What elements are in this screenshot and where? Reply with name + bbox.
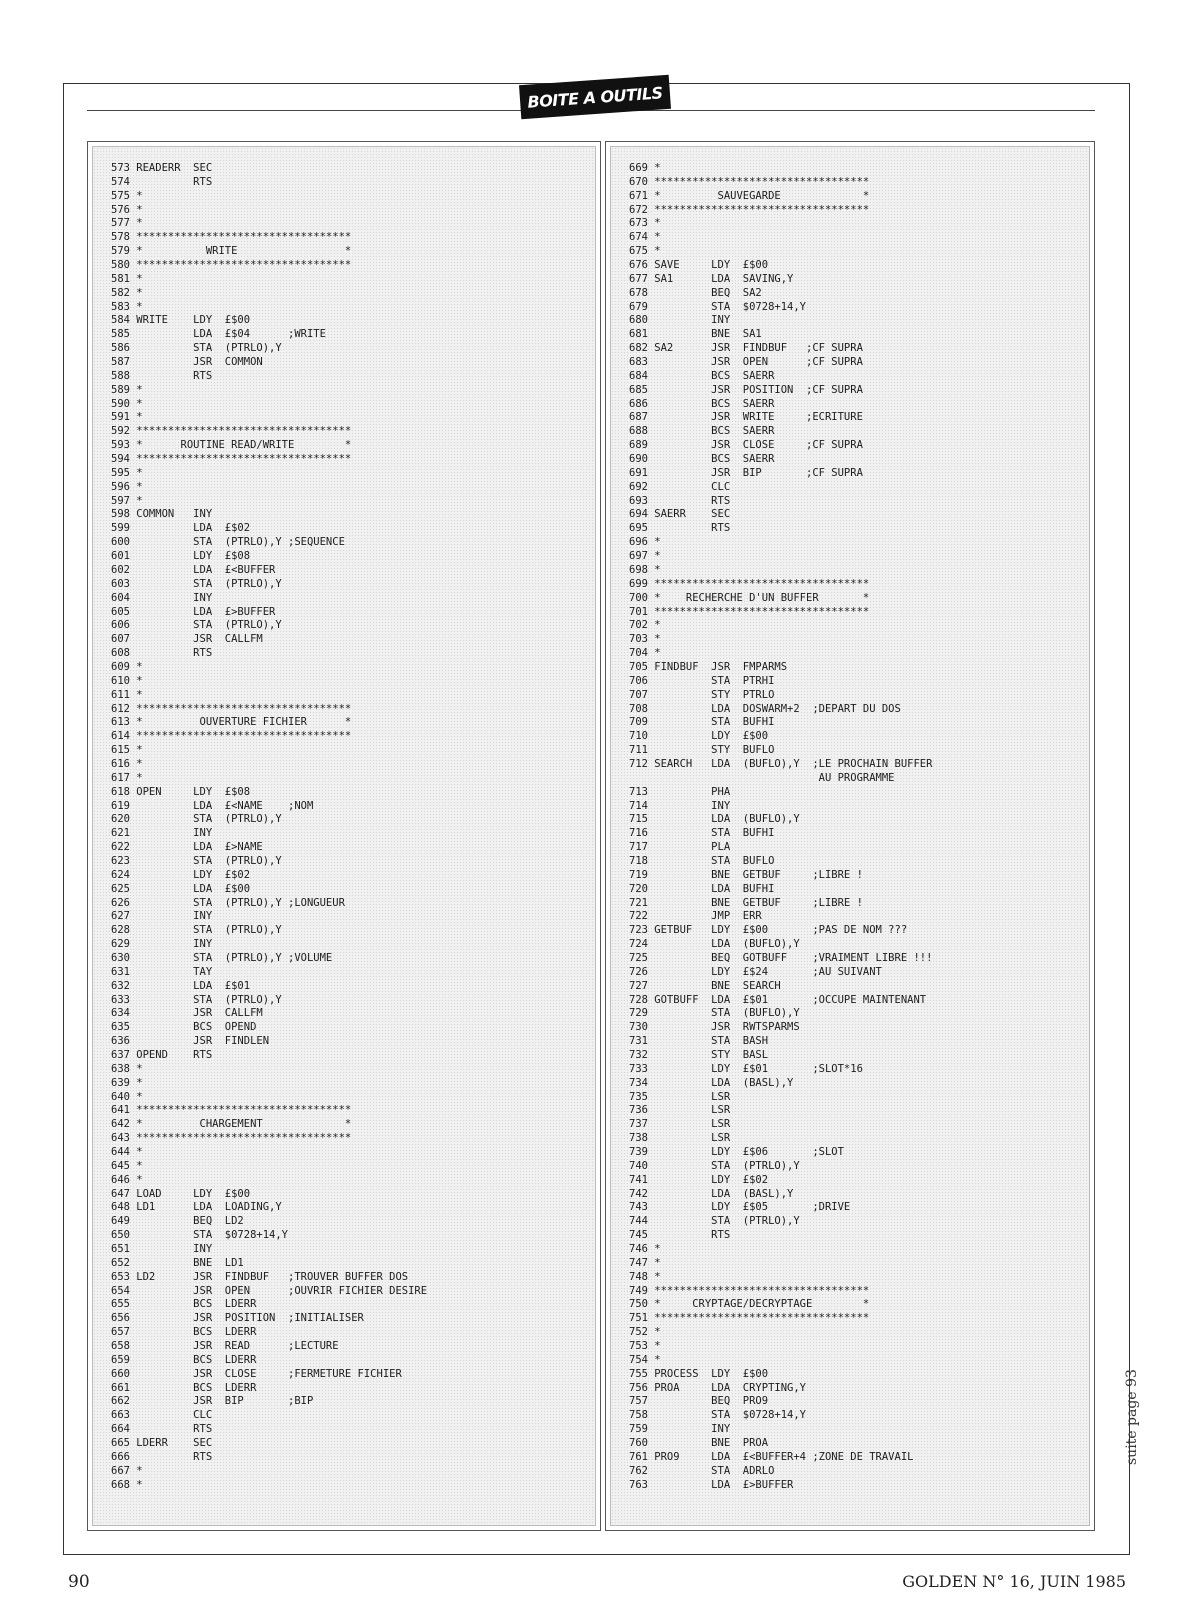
code-line: 645 * [111, 1159, 143, 1172]
code-line: 737 LSR [629, 1118, 731, 1131]
code-line: 600 STA (PTRLO),Y ;SEQUENCE [111, 536, 345, 549]
code-line: 755 PROCESS LDY £$00 [629, 1367, 769, 1380]
code-line: 722 JMP ERR [629, 910, 762, 923]
code-line: 659 BCS LDERR [111, 1353, 257, 1366]
code-line: 604 INY [111, 591, 213, 604]
code-line: 612 ********************************** [111, 702, 352, 715]
code-line: 633 STA (PTRLO),Y [111, 993, 282, 1006]
code-line: 596 * [111, 480, 143, 493]
code-line: 760 BNE PROA [629, 1437, 769, 1450]
code-line: 609 * [111, 660, 143, 673]
code-line: 619 LDA £<NAME ;NOM [111, 799, 314, 812]
code-line: 575 * [111, 189, 143, 202]
code-line: 741 LDY £$02 [629, 1173, 769, 1186]
code-line: 662 JSR BIP ;BIP [111, 1395, 314, 1408]
code-line: 746 * [629, 1243, 661, 1256]
code-line: 694 SAERR SEC [629, 508, 731, 521]
code-line: 712 SEARCH LDA (BUFLO),Y ;LE PROCHAIN BUFFER [629, 757, 933, 770]
code-line: 697 * [629, 550, 661, 563]
code-line: 649 BEQ LD2 [111, 1215, 244, 1228]
code-line: 732 STY BASL [629, 1049, 769, 1061]
code-line: 630 STA (PTRLO),Y ;VOLUME [111, 951, 333, 964]
code-line: 599 LDA £$02 [111, 522, 251, 535]
code-line: 700 * RECHERCHE D'UN BUFFER * [629, 591, 870, 604]
code-line: 704 * [629, 647, 661, 660]
listing-panel-left-background [92, 146, 596, 1526]
code-line: 748 * [629, 1270, 661, 1283]
code-line: 643 ********************************** [111, 1132, 352, 1145]
code-line: 639 * [111, 1076, 143, 1089]
code-line: 756 PROA LDA CRYPTING,Y [629, 1381, 807, 1394]
code-line: 660 JSR CLOSE ;FERMETURE FICHIER [111, 1367, 402, 1380]
page-number: 90 [68, 1572, 90, 1592]
code-line: 744 STA (PTRLO),Y [629, 1215, 800, 1228]
code-line: 573 READERR SEC [111, 162, 213, 174]
code-line: 664 RTS [111, 1423, 213, 1436]
code-line: 759 INY [629, 1423, 731, 1436]
code-line: 703 * [629, 633, 661, 646]
code-line: 589 * [111, 383, 143, 396]
code-listing-right [629, 162, 932, 1493]
code-line: 698 * [629, 563, 661, 576]
code-line: 576 * [111, 203, 143, 216]
code-line: 638 * [111, 1062, 143, 1075]
code-line: 762 STA ADRLO [629, 1464, 775, 1477]
code-line: 730 JSR RWTSPARMS [629, 1021, 800, 1034]
code-line: 640 * [111, 1090, 143, 1103]
code-line: 601 LDY £$08 [111, 550, 251, 563]
code-line: 578 ********************************** [111, 231, 352, 244]
code-line: 740 STA (PTRLO),Y [629, 1159, 800, 1172]
code-line: 591 * [111, 411, 143, 424]
code-line: 721 BNE GETBUF ;LIBRE ! [629, 896, 863, 909]
code-line: 621 INY [111, 827, 213, 840]
code-line: 676 SAVE LDY £$00 [629, 259, 769, 272]
code-line: 696 * [629, 536, 661, 549]
code-line: 617 * [111, 771, 143, 784]
code-line: 763 LDA £>BUFFER [629, 1478, 794, 1491]
code-line: AU PROGRAMME [629, 771, 895, 784]
code-line: 750 * CRYPTAGE/DECRYPTAGE * [629, 1298, 870, 1311]
code-line: 726 LDY £$24 ;AU SUIVANT [629, 965, 882, 978]
code-line: 597 * [111, 494, 143, 507]
code-line: 582 * [111, 286, 143, 299]
code-line: 653 LD2 JSR FINDBUF ;TROUVER BUFFER DOS [111, 1270, 409, 1283]
code-line: 647 LOAD LDY £$00 [111, 1187, 251, 1200]
code-line: 620 STA (PTRLO),Y [111, 813, 282, 826]
code-line: 738 LSR [629, 1132, 731, 1145]
code-line: 584 WRITE LDY £$00 [111, 314, 251, 327]
code-line: 618 OPEN LDY £$08 [111, 785, 251, 798]
code-line: 752 * [629, 1326, 661, 1339]
code-line: 686 BCS SAERR [629, 397, 775, 410]
code-line: 598 COMMON INY [111, 508, 213, 521]
code-line: 590 * [111, 397, 143, 410]
code-line: 661 BCS LDERR [111, 1381, 257, 1394]
continuation-note: suite page 93 [1124, 1369, 1140, 1465]
code-line: 579 * WRITE * [111, 245, 352, 258]
code-line: 731 STA BASH [629, 1035, 769, 1048]
code-line: 692 CLC [629, 480, 731, 493]
code-line: 646 * [111, 1173, 143, 1186]
code-line: 626 STA (PTRLO),Y ;LONGUEUR [111, 896, 345, 909]
code-line: 735 LSR [629, 1090, 731, 1103]
code-line: 683 JSR OPEN ;CF SUPRA [629, 356, 863, 369]
code-line: 623 STA (PTRLO),Y [111, 854, 282, 867]
code-line: 747 * [629, 1256, 661, 1269]
code-line: 663 CLC [111, 1409, 213, 1422]
code-line: 644 * [111, 1146, 143, 1159]
code-line: 689 JSR CLOSE ;CF SUPRA [629, 439, 863, 452]
code-line: 668 * [111, 1478, 143, 1491]
code-line: 665 LDERR SEC [111, 1437, 213, 1450]
code-line: 678 BEQ SA2 [629, 286, 762, 299]
code-line: 655 BCS LDERR [111, 1298, 257, 1311]
code-line: 637 OPEND RTS [111, 1049, 213, 1061]
code-line: 705 FINDBUF JSR FMPARMS [629, 660, 788, 673]
listing-panel-right-background [610, 146, 1090, 1526]
code-line: 739 LDY £$06 ;SLOT [629, 1146, 844, 1159]
code-line: 717 PLA [629, 841, 731, 854]
code-line: 714 INY [629, 799, 731, 812]
code-line: 650 STA $0728+14,Y [111, 1229, 289, 1242]
code-line: 654 JSR OPEN ;OUVRIR FICHIER DESIRE [111, 1284, 428, 1297]
code-line: 607 JSR CALLFM [111, 633, 263, 646]
code-line: 651 INY [111, 1243, 213, 1256]
code-line: 585 LDA £$04 ;WRITE [111, 328, 326, 341]
code-line: 695 RTS [629, 522, 731, 535]
code-line: 632 LDA £$01 [111, 979, 251, 992]
code-line: 743 LDY £$05 ;DRIVE [629, 1201, 851, 1214]
code-line: 671 * SAUVEGARDE * [629, 189, 870, 202]
code-line: 581 * [111, 272, 143, 285]
issue-info: GOLDEN N° 16, JUIN 1985 [902, 1572, 1126, 1591]
code-line: 595 * [111, 466, 143, 479]
code-line: 720 LDA BUFHI [629, 882, 775, 895]
code-line: 592 ********************************** [111, 425, 352, 438]
code-line: 713 PHA [629, 785, 731, 798]
code-line: 587 JSR COMMON [111, 356, 263, 369]
code-line: 657 BCS LDERR [111, 1326, 257, 1339]
code-line: 681 BNE SA1 [629, 328, 762, 341]
code-line: 594 ********************************** [111, 453, 352, 466]
code-line: 702 * [629, 619, 661, 632]
code-line: 684 BCS SAERR [629, 369, 775, 382]
code-line: 716 STA BUFHI [629, 827, 775, 840]
code-line: 624 LDY £$02 [111, 868, 251, 881]
code-line: 613 * OUVERTURE FICHIER * [111, 716, 352, 729]
code-line: 728 GOTBUFF LDA £$01 ;OCCUPE MAINTENANT [629, 993, 927, 1006]
code-line: 742 LDA (BASL),Y [629, 1187, 794, 1200]
code-line: 736 LSR [629, 1104, 731, 1117]
code-line: 666 RTS [111, 1450, 213, 1463]
code-line: 701 ********************************** [629, 605, 870, 618]
code-line: 757 BEQ PRO9 [629, 1395, 769, 1408]
code-line: 672 ********************************** [629, 203, 870, 216]
code-line: 652 BNE LD1 [111, 1256, 244, 1269]
code-line: 627 INY [111, 910, 213, 923]
code-line: 608 RTS [111, 647, 213, 660]
listing-panel-left [87, 141, 601, 1531]
code-line: 745 RTS [629, 1229, 731, 1242]
code-line: 691 JSR BIP ;CF SUPRA [629, 466, 863, 479]
code-line: 693 RTS [629, 494, 731, 507]
code-line: 708 LDA DOSWARM+2 ;DEPART DU DOS [629, 702, 901, 715]
code-line: 648 LD1 LDA LOADING,Y [111, 1201, 282, 1214]
code-line: 724 LDA (BUFLO),Y [629, 938, 800, 951]
code-line: 669 * [629, 162, 661, 174]
code-line: 574 RTS [111, 175, 213, 188]
code-line: 761 PRO9 LDA £<BUFFER+4 ;ZONE DE TRAVAIL [629, 1450, 914, 1463]
code-line: 631 TAY [111, 965, 213, 978]
code-line: 603 STA (PTRLO),Y [111, 577, 282, 590]
code-line: 674 * [629, 231, 661, 244]
code-line: 709 STA BUFHI [629, 716, 775, 729]
code-line: 616 * [111, 757, 143, 770]
code-line: 682 SA2 JSR FINDBUF ;CF SUPRA [629, 342, 863, 355]
listing-panel-right [605, 141, 1095, 1531]
code-line: 656 JSR POSITION ;INITIALISER [111, 1312, 364, 1325]
code-line: 715 LDA (BUFLO),Y [629, 813, 800, 826]
code-line: 610 * [111, 674, 143, 687]
section-badge: BOITE A OUTILS [519, 75, 671, 119]
code-line: 751 ********************************** [629, 1312, 870, 1325]
code-line: 605 LDA £>BUFFER [111, 605, 276, 618]
code-line: 614 ********************************** [111, 730, 352, 743]
code-line: 622 LDA £>NAME [111, 841, 263, 854]
code-line: 707 STY PTRLO [629, 688, 775, 701]
code-line: 606 STA (PTRLO),Y [111, 619, 282, 632]
code-line: 725 BEQ GOTBUFF ;VRAIMENT LIBRE !!! [629, 951, 933, 964]
code-line: 758 STA $0728+14,Y [629, 1409, 807, 1422]
code-line: 729 STA (BUFLO),Y [629, 1007, 800, 1020]
code-line: 734 LDA (BASL),Y [629, 1076, 794, 1089]
code-line: 673 * [629, 217, 661, 230]
code-line: 588 RTS [111, 369, 213, 382]
code-line: 580 ********************************** [111, 259, 352, 272]
code-line: 677 SA1 LDA SAVING,Y [629, 272, 794, 285]
code-line: 670 ********************************** [629, 175, 870, 188]
code-line: 753 * [629, 1340, 661, 1353]
code-line: 699 ********************************** [629, 577, 870, 590]
code-line: 685 JSR POSITION ;CF SUPRA [629, 383, 863, 396]
code-line: 658 JSR READ ;LECTURE [111, 1340, 339, 1353]
code-line: 679 STA $0728+14,Y [629, 300, 807, 313]
code-line: 583 * [111, 300, 143, 313]
code-line: 675 * [629, 245, 661, 258]
code-line: 634 JSR CALLFM [111, 1007, 263, 1020]
code-line: 733 LDY £$01 ;SLOT*16 [629, 1062, 863, 1075]
code-listing-left [111, 162, 427, 1493]
code-line: 635 BCS OPEND [111, 1021, 257, 1034]
code-line: 687 JSR WRITE ;ECRITURE [629, 411, 863, 424]
code-line: 642 * CHARGEMENT * [111, 1118, 352, 1131]
code-line: 711 STY BUFLO [629, 744, 775, 757]
code-line: 628 STA (PTRLO),Y [111, 924, 282, 937]
code-line: 727 BNE SEARCH [629, 979, 781, 992]
code-line: 723 GETBUF LDY £$00 ;PAS DE NOM ??? [629, 924, 908, 937]
code-line: 636 JSR FINDLEN [111, 1035, 270, 1048]
code-line: 749 ********************************** [629, 1284, 870, 1297]
code-line: 688 BCS SAERR [629, 425, 775, 438]
code-line: 710 LDY £$00 [629, 730, 769, 743]
code-line: 602 LDA £<BUFFER [111, 563, 276, 576]
code-line: 611 * [111, 688, 143, 701]
code-line: 641 ********************************** [111, 1104, 352, 1117]
code-line: 577 * [111, 217, 143, 230]
code-line: 706 STA PTRHI [629, 674, 775, 687]
code-line: 690 BCS SAERR [629, 453, 775, 466]
code-line: 615 * [111, 744, 143, 757]
code-line: 680 INY [629, 314, 731, 327]
code-line: 586 STA (PTRLO),Y [111, 342, 282, 355]
code-line: 754 * [629, 1353, 661, 1366]
code-line: 667 * [111, 1464, 143, 1477]
code-line: 625 LDA £$00 [111, 882, 251, 895]
code-line: 719 BNE GETBUF ;LIBRE ! [629, 868, 863, 881]
code-line: 629 INY [111, 938, 213, 951]
code-line: 718 STA BUFLO [629, 854, 775, 867]
code-line: 593 * ROUTINE READ/WRITE * [111, 439, 352, 452]
